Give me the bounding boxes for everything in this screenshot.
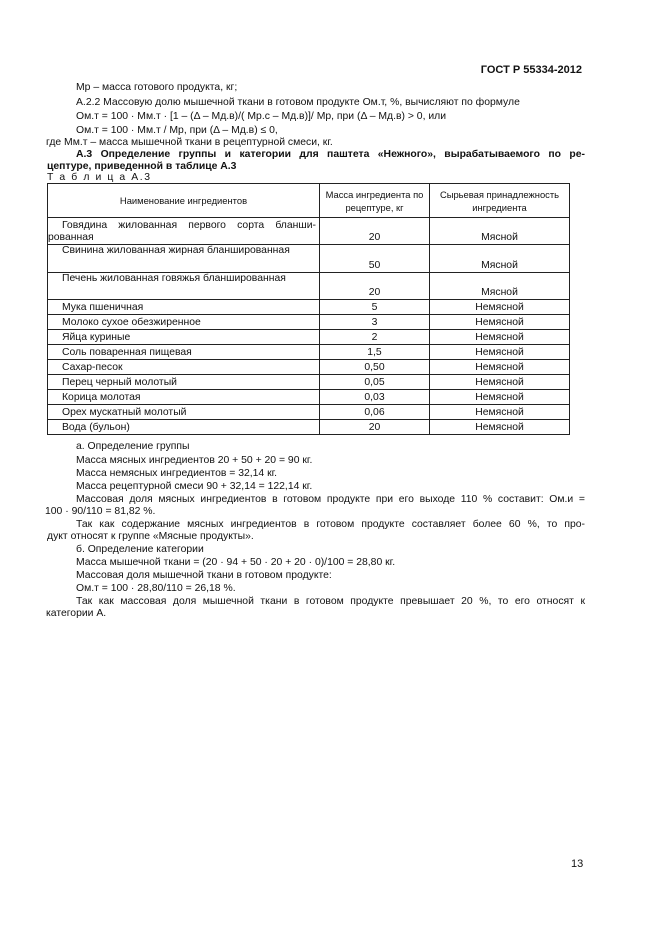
- formula-1: Oм.т = 100 · Mм.т · [1 – (Δ – Mд.в)/( Mр.с – Mд.в)]/ Mр, при (Δ – Mд.в) > 0, или: [76, 111, 447, 122]
- ingredient-name-line2: рованная: [48, 232, 94, 243]
- table-row: [48, 420, 570, 435]
- group-conclusion-line1: Так как содержание мясных ингредиентов в готовом продукте составляет более 60 %, то про-: [76, 519, 585, 530]
- table-row: [48, 390, 570, 405]
- ingredient-type: Немясной: [430, 330, 570, 345]
- ingredient-type: Мясной: [430, 273, 570, 300]
- nonmeat-mass: Масса немясных ингредиентов = 32,14 кг.: [76, 468, 278, 479]
- meat-share-line1: Массовая доля мясных ингредиентов в готовом продукте при его выходе 110 % составит: Oм.и =: [76, 494, 585, 505]
- ingredient-mass: 5: [320, 300, 430, 315]
- header-type: Сырьевая принадлежность ингредиента: [430, 184, 570, 218]
- ingredient-type: Немясной: [430, 345, 570, 360]
- ingredient-mass: 20: [320, 273, 430, 300]
- table-row: [48, 345, 570, 360]
- ingredient-mass: 2: [320, 330, 430, 345]
- ingredient-name: Корица молотая: [48, 390, 320, 405]
- table-row: [48, 218, 570, 245]
- header-mass: Масса ингредиента по рецептуре, кг: [320, 184, 430, 218]
- table-row: [48, 330, 570, 345]
- muscle-mass: Масса мышечной ткани = (20 · 94 + 50 · 20 + 20 · 0)/100 = 28,80 кг.: [76, 557, 396, 568]
- category-conclusion-line2: категории А.: [46, 608, 107, 619]
- header-ingredient: Наименование ингредиентов: [48, 184, 320, 218]
- ingredient-name: Перец черный молотый: [48, 375, 320, 390]
- section-a3-heading-line2: цептуре, приведенной в таблице А.3: [47, 161, 237, 172]
- ingredient-name: Молоко сухое обезжиренное: [48, 315, 320, 330]
- meat-mass: Масса мясных ингредиентов 20 + 50 + 20 = 90 кг.: [76, 455, 313, 466]
- ingredients-table: [47, 183, 570, 435]
- ingredient-mass: 1,5: [320, 345, 430, 360]
- table-caption: Т а б л и ц а А.3: [47, 172, 152, 183]
- table-row: [48, 360, 570, 375]
- definition-mp: Mр – масса готового продукта, кг;: [76, 82, 238, 93]
- ingredient-mass: 50: [320, 245, 430, 273]
- ingredient-mass: 0,06: [320, 405, 430, 420]
- ingredient-mass: 0,03: [320, 390, 430, 405]
- ingredient-type: Немясной: [430, 405, 570, 420]
- table-row: [48, 315, 570, 330]
- ingredient-mass: 0,05: [320, 375, 430, 390]
- definition-mmt: где Mм.т – масса мышечной ткани в рецептурной смеси, кг.: [46, 137, 333, 148]
- ingredient-name: Свинина жилованная жирная бланшированная: [48, 245, 320, 273]
- section-a3-heading-line1: А.3 Определение группы и категории для паштета «Нежного», вырабатываемого по ре-: [76, 149, 585, 160]
- ingredient-name: Мука пшеничная: [48, 300, 320, 315]
- ingredient-name: Вода (бульон): [48, 420, 320, 435]
- ingredient-name: Сахар-песок: [48, 360, 320, 375]
- table-row: [48, 300, 570, 315]
- formula-2: Oм.т = 100 · Mм.т / Mр, при (Δ – Mд.в) ≤ 0,: [76, 125, 278, 136]
- ingredient-type: Немясной: [430, 300, 570, 315]
- page-number: 13: [571, 858, 584, 870]
- ingredient-type: Мясной: [430, 218, 570, 245]
- ingredient-name: Соль поваренная пищевая: [48, 345, 320, 360]
- category-conclusion-line1: Так как массовая доля мышечной ткани в готовом продукте превышает 20 %, то его относят к: [76, 596, 585, 607]
- ingredient-type: Мясной: [430, 245, 570, 273]
- group-conclusion-line2: дукт относят к группе «Мясные продукты».: [47, 531, 254, 542]
- mixture-mass: Масса рецептурной смеси 90 + 32,14 = 122,14 кг.: [76, 481, 313, 492]
- muscle-share-label: Массовая доля мышечной ткани в готовом продукте:: [76, 570, 332, 581]
- ingredient-type: Немясной: [430, 375, 570, 390]
- muscle-share-result: Oм.т = 100 · 28,80/110 = 26,18 %.: [76, 583, 236, 594]
- ingredient-mass: 20: [320, 218, 430, 245]
- ingredient-type: Немясной: [430, 315, 570, 330]
- ingredient-mass: 3: [320, 315, 430, 330]
- ingredient-type: Немясной: [430, 360, 570, 375]
- meat-share-line2: 100 · 90/110 = 81,82 %.: [45, 506, 156, 517]
- table-row: [48, 375, 570, 390]
- ingredient-name: Печень жилованная говяжья бланшированная: [48, 273, 320, 300]
- table-row: [48, 405, 570, 420]
- ingredient-type: Немясной: [430, 390, 570, 405]
- ingredient-name: Яйца куриные: [48, 330, 320, 345]
- ingredient-type: Немясной: [430, 420, 570, 435]
- ingredient-name-line1: Говядина жилованная первого сорта бланши-: [62, 220, 316, 231]
- clause-a-2-2: А.2.2 Массовую долю мышечной ткани в готовом продукте Oм.т, %, вычисляют по формуле: [76, 97, 520, 108]
- table-row: [48, 273, 570, 300]
- ingredient-name: Орех мускатный молотый: [48, 405, 320, 420]
- document-code: ГОСТ Р 55334-2012: [480, 64, 582, 76]
- group-heading: а. Определение группы: [76, 441, 190, 452]
- ingredient-mass: 0,50: [320, 360, 430, 375]
- ingredient-mass: 20: [320, 420, 430, 435]
- table-row: [48, 245, 570, 273]
- category-heading: б. Определение категории: [76, 544, 204, 555]
